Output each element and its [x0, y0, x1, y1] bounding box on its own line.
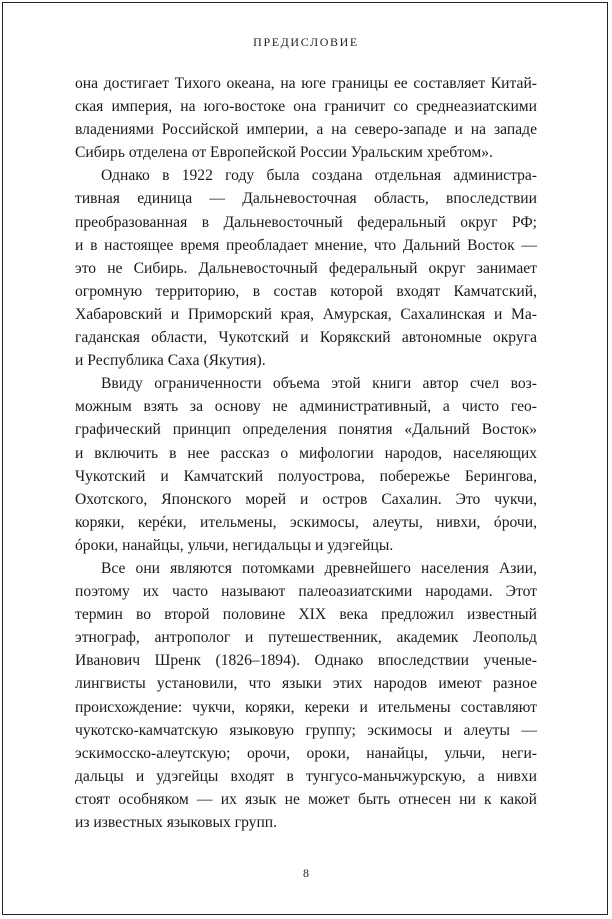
paragraph — [75, 72, 537, 164]
text-line: тивная единица — Дальневосточная область, впоследствии — [75, 190, 537, 208]
text-line: Охотского, Японского морей и остров Сахалин. Это чукчи, — [75, 490, 537, 508]
text-line: эскимосско-алеутскую; орочи, ороки, нанайцы, ульчи, неги- — [75, 744, 537, 762]
text-line: поэтому их часто называют палеоазиатскими народами. Этот — [75, 583, 537, 601]
text-line: Однако в 1922 году была создана отдельная администра- — [101, 167, 537, 185]
text-line: это не Сибирь. Дальневосточный федеральный округ занимает — [75, 259, 537, 277]
text-line: огромную территорию, в состав которой входят Камчатский, — [75, 282, 537, 300]
text-line: коряки, керéки, ительмены, эскимосы, алеуты, нивхи, óрочи, — [75, 513, 537, 531]
text-line: владениями Российской империи, а на северо-западе и на западе — [75, 121, 537, 139]
text-line: из известных языковых групп. — [75, 814, 278, 831]
text-line: этнограф, антрополог и путешественник, академик Леопольд — [75, 629, 537, 647]
text-line: ская империя, на юго-востоке она граничит со среднеазиатскими — [75, 98, 537, 116]
text-line: происхождение: чукчи, коряки, кереки и ительмены составляют — [75, 698, 537, 716]
text-line: и в настоящее время преобладает мнение, что Дальний Восток — — [75, 236, 537, 254]
text-line: Ввиду ограниченности объема этой книги автор счел воз- — [101, 375, 537, 393]
text-line: стоят особняком — их язык не может быть отнесен ни к какой — [75, 790, 537, 808]
text-line: Чукотский и Камчатский полуострова, побережье Берингова, — [75, 467, 537, 485]
text-line: лингвисты установили, что языки этих народов имеют разное — [75, 675, 537, 693]
running-head: ПРЕДИСЛОВИЕ — [253, 35, 359, 49]
text-line: Все они являются потомками древнейшего населения Азии, — [101, 559, 537, 577]
body-text — [75, 72, 537, 834]
page-number: 8 — [303, 866, 309, 880]
text-line: Сибирь отделена от Европейской России Уральским хребтом». — [75, 144, 493, 162]
text-line: гаданская области, Чукотский и Корякский автономные округа — [75, 329, 537, 347]
text-line: она достигает Тихого океана, на юге границы ее составляет Китай- — [75, 75, 537, 92]
paragraph — [75, 372, 537, 557]
text-line: преобразованная в Дальневосточный федеральный округ РФ; — [75, 213, 537, 231]
text-line: óроки, нанайцы, ульчи, негидальцы и удэгейцы. — [75, 536, 394, 554]
text-line: можным взять за основу не административный, а чисто гео- — [75, 398, 537, 416]
text-line: и Республика Саха (Якутия). — [75, 352, 266, 370]
text-line: и включить в нее рассказ о мифологии народов, населяющих — [75, 444, 537, 462]
text-line: дальцы и удэгейцы входят в тунгусо-маньчжурскую, а нивхи — [75, 767, 537, 785]
text-line: графический принцип определения понятия «Дальний Восток» — [75, 421, 537, 439]
paragraph — [75, 557, 537, 834]
text-line: Хабаровский и Приморский края, Амурская, Сахалинская и Ма- — [75, 305, 537, 323]
text-line: термин во второй половине XIX века предложил известный — [75, 606, 537, 624]
text-line: чукотско-камчатскую языковую группу; эскимосы и алеуты — — [75, 721, 537, 739]
text-line: Иванович Шренк (1826–1894). Однако впоследствии ученые- — [75, 652, 537, 670]
paragraph — [75, 164, 537, 372]
